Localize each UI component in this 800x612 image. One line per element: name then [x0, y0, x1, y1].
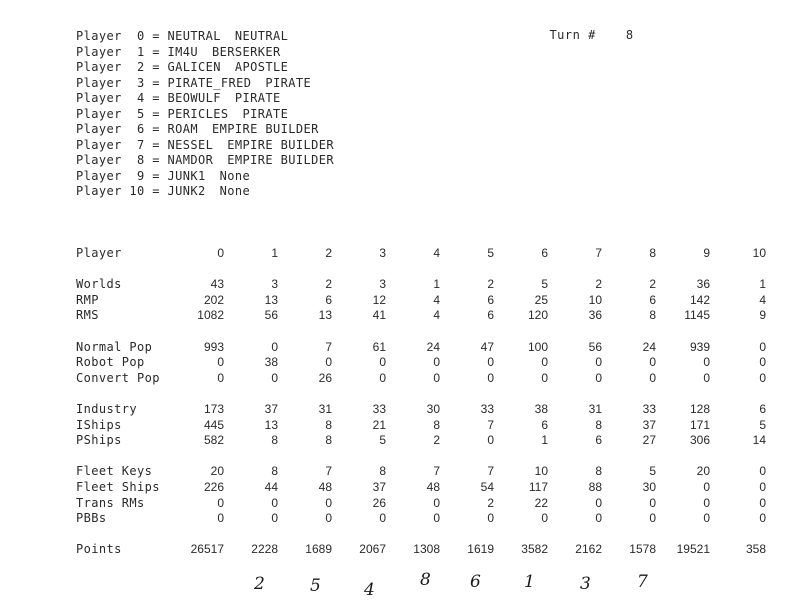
player-role: PIRATE [242, 106, 289, 121]
stat-label: Industry [76, 401, 137, 416]
stat-label: Points [76, 542, 122, 557]
stat-cell: 2 [595, 277, 602, 292]
stat-label: Convert Pop [76, 370, 160, 385]
stat-cell: 4 [433, 308, 440, 323]
stat-cell: 0 [217, 511, 224, 526]
stat-cell: 19521 [676, 542, 710, 557]
stat-cell: 4 [759, 292, 766, 307]
stat-cell: 2 [649, 277, 656, 292]
stat-cell: 0 [487, 433, 494, 448]
stat-cell: 120 [527, 308, 548, 323]
stat-cell: 0 [703, 495, 710, 510]
stat-cell: 0 [433, 511, 440, 526]
stat-cell: 38 [534, 401, 548, 416]
stat-cell: 7 [325, 339, 332, 354]
player-row [76, 122, 334, 138]
stat-cell: 6 [487, 292, 494, 307]
player-role: EMPIRE BUILDER [212, 122, 319, 136]
stat-cell: 0 [759, 355, 766, 370]
stat-cell: 1145 [684, 308, 710, 323]
stat-cell: 1578 [629, 542, 656, 557]
stat-cell: 0 [649, 355, 656, 370]
stat-cell: 0 [487, 355, 494, 370]
player-label: Player 5 = PERICLES [76, 106, 229, 121]
handwritten-rank: 2 [254, 574, 265, 594]
stat-cell: 1689 [305, 542, 332, 557]
stat-cell: 8 [271, 433, 278, 448]
stat-cell: 358 [745, 542, 766, 557]
stat-cell: 1 [433, 277, 440, 292]
player-label: Player 10 = JUNK2 [76, 184, 206, 198]
stat-cell: 3 [379, 246, 386, 260]
stat-cell: 24 [642, 339, 656, 354]
stat-cell: 5 [487, 246, 494, 260]
stat-cell: 0 [325, 511, 332, 526]
stat-cell: 88 [588, 479, 602, 494]
stat-cell: 8 [325, 433, 332, 448]
row-spacer [76, 262, 776, 278]
stat-cell: 24 [426, 339, 440, 354]
stat-cell: 2 [487, 495, 494, 510]
player-role: PIRATE [265, 75, 312, 90]
stat-label: Fleet Ships [76, 479, 160, 494]
stat-cell: 2 [433, 433, 440, 448]
row-spacer [76, 449, 776, 465]
stat-cell: 33 [372, 401, 386, 416]
stat-row [76, 246, 776, 262]
player-row [76, 45, 334, 61]
turn-number: 8 [625, 28, 634, 42]
stat-label: RMS [76, 308, 99, 323]
stat-cell: 2228 [251, 542, 278, 557]
stat-cell: 25 [534, 292, 548, 307]
stat-cell: 1619 [467, 542, 494, 557]
stat-cell: 13 [264, 417, 278, 432]
stat-cell: 37 [264, 401, 278, 416]
player-label: Player 8 = NAMDOR [76, 153, 214, 167]
player-label: Player 3 = PIRATE_FRED [76, 75, 252, 90]
stat-cell: 6 [541, 417, 548, 432]
player-row [76, 76, 334, 92]
stat-cell: 7 [487, 417, 494, 432]
stat-cell: 5 [649, 464, 656, 479]
stat-cell: 48 [318, 479, 332, 494]
row-spacer [76, 386, 776, 402]
stat-cell: 0 [759, 479, 766, 494]
handwritten-rank: 7 [637, 572, 648, 592]
stat-cell: 0 [649, 495, 656, 510]
stat-cell: 117 [528, 479, 548, 494]
stat-cell: 6 [487, 308, 494, 323]
stat-row [76, 277, 776, 293]
stat-label: Trans RMs [76, 495, 145, 510]
stat-cell: 0 [595, 370, 602, 385]
player-role: BERSERKER [212, 44, 281, 59]
stat-label: PBBs [76, 511, 107, 526]
player-role: APOSTLE [234, 60, 289, 74]
handwritten-rank: 4 [364, 580, 375, 600]
handwritten-rank: 8 [420, 570, 431, 590]
stat-cell: 44 [264, 479, 278, 494]
handwritten-rank: 6 [470, 572, 481, 592]
stat-cell: 0 [487, 370, 494, 385]
stat-row [76, 433, 776, 449]
stat-cell: 993 [203, 339, 224, 354]
player-label: Player 4 = BEOWULF [76, 91, 221, 105]
stat-cell: 5 [379, 433, 386, 448]
stat-cell: 14 [752, 433, 766, 448]
stat-cell: 48 [426, 479, 440, 494]
player-list [76, 29, 334, 200]
stat-cell: 1 [541, 433, 548, 448]
player-row [76, 184, 334, 200]
player-role: PIRATE [234, 91, 281, 105]
stat-cell: 6 [759, 401, 766, 416]
stat-cell: 26 [372, 495, 386, 510]
stat-cell: 54 [480, 479, 494, 494]
stat-cell: 2 [487, 277, 494, 292]
stat-cell: 0 [271, 495, 278, 510]
player-label: Player 9 = JUNK1 [76, 168, 206, 183]
stat-row [76, 355, 776, 371]
player-label: Player 2 = GALICEN [76, 60, 221, 74]
stat-cell: 20 [696, 464, 710, 479]
stat-row [76, 293, 776, 309]
stat-cell: 9 [759, 308, 766, 323]
stat-cell: 13 [318, 308, 332, 323]
stat-cell: 26517 [190, 542, 224, 557]
stat-cell: 7 [487, 464, 494, 479]
stat-cell: 226 [203, 479, 224, 494]
stat-cell: 61 [372, 339, 386, 354]
player-row [76, 138, 334, 154]
stat-cell: 0 [487, 511, 494, 526]
stat-cell: 56 [588, 339, 602, 354]
stat-cell: 0 [649, 370, 656, 385]
player-row [76, 153, 334, 169]
stat-cell: 0 [379, 370, 386, 385]
handwritten-rank: 1 [524, 572, 535, 592]
stat-cell: 0 [271, 339, 278, 354]
turn-indicator [534, 14, 634, 42]
stat-cell: 9 [703, 246, 710, 260]
stat-row [76, 511, 776, 527]
stat-cell: 33 [642, 401, 656, 416]
stat-label: Worlds [76, 277, 122, 292]
stat-row [76, 402, 776, 418]
stat-label: RMP [76, 292, 99, 307]
stat-cell: 31 [588, 401, 602, 416]
stat-cell: 173 [203, 401, 224, 416]
stat-cell: 0 [759, 495, 766, 510]
stat-cell: 10 [534, 464, 548, 479]
player-label: Player 6 = ROAM [76, 122, 198, 136]
stat-cell: 1082 [197, 308, 224, 323]
stat-cell: 0 [541, 355, 548, 370]
stat-cell: 0 [271, 511, 278, 526]
stat-cell: 0 [217, 370, 224, 385]
stat-cell: 0 [703, 479, 710, 494]
stat-cell: 0 [595, 511, 602, 526]
player-row [76, 169, 334, 185]
stat-cell: 2162 [575, 542, 602, 557]
player-role: None [219, 168, 251, 183]
stat-cell: 22 [534, 495, 548, 510]
stat-row [76, 480, 776, 496]
stat-cell: 0 [325, 495, 332, 510]
stat-row [76, 496, 776, 512]
player-role: EMPIRE BUILDER [227, 153, 334, 167]
stat-cell: 4 [433, 246, 440, 260]
stat-cell: 2067 [359, 542, 386, 557]
player-role: NEUTRAL [234, 29, 289, 43]
stat-cell: 8 [649, 308, 656, 323]
stat-label: IShips [76, 417, 122, 432]
player-row [76, 107, 334, 123]
stat-cell: 27 [642, 433, 656, 448]
stat-cell: 8 [325, 417, 332, 432]
stat-cell: 6 [649, 292, 656, 307]
stat-cell: 30 [642, 479, 656, 494]
stat-cell: 0 [217, 495, 224, 510]
stat-cell: 4 [433, 292, 440, 307]
stat-cell: 0 [541, 370, 548, 385]
stat-cell: 8 [595, 464, 602, 479]
stat-cell: 31 [318, 401, 332, 416]
stat-cell: 1 [759, 277, 766, 292]
stat-cell: 8 [433, 417, 440, 432]
turn-label: Turn # [549, 28, 596, 42]
stat-cell: 6 [595, 433, 602, 448]
stat-cell: 33 [480, 401, 494, 416]
player-label: Player 1 = IM4U [76, 44, 198, 59]
stat-cell: 171 [689, 417, 710, 432]
stat-row [76, 308, 776, 324]
stat-cell: 0 [703, 370, 710, 385]
stat-row [76, 542, 776, 558]
stat-label: Normal Pop [76, 339, 153, 354]
stat-cell: 0 [759, 464, 766, 479]
stat-cell: 6 [541, 246, 548, 260]
stat-label: Fleet Keys [76, 464, 153, 479]
stat-cell: 0 [759, 511, 766, 526]
stat-row [76, 371, 776, 387]
stat-cell: 1 [271, 246, 278, 260]
stat-cell: 56 [264, 308, 278, 323]
stat-cell: 41 [372, 308, 386, 323]
stat-cell: 7 [433, 464, 440, 479]
stat-cell: 0 [217, 355, 224, 370]
stat-cell: 3 [271, 277, 278, 292]
stat-cell: 3582 [521, 542, 548, 557]
stat-cell: 2 [325, 246, 332, 260]
stat-cell: 128 [689, 401, 710, 416]
stat-cell: 0 [759, 339, 766, 354]
stat-cell: 5 [759, 417, 766, 432]
stat-cell: 1308 [413, 542, 440, 557]
stat-cell: 13 [264, 292, 278, 307]
stat-cell: 306 [689, 433, 710, 448]
row-spacer [76, 527, 776, 543]
stat-cell: 20 [210, 464, 224, 479]
stat-row [76, 464, 776, 480]
stat-cell: 3 [379, 277, 386, 292]
stat-cell: 0 [433, 370, 440, 385]
handwritten-rank: 5 [310, 576, 321, 596]
stat-cell: 47 [480, 339, 494, 354]
stat-cell: 5 [541, 277, 548, 292]
stat-cell: 0 [703, 511, 710, 526]
stat-cell: 8 [649, 246, 656, 260]
stat-cell: 0 [595, 495, 602, 510]
stat-cell: 37 [372, 479, 386, 494]
stat-cell: 26 [318, 370, 332, 385]
player-label: Player 7 = NESSEL [76, 137, 214, 152]
handwritten-rank: 3 [580, 574, 591, 594]
player-row [76, 29, 334, 45]
stat-cell: 30 [426, 401, 440, 416]
stat-cell: 36 [588, 308, 602, 323]
player-row [76, 60, 334, 76]
stat-cell: 445 [203, 417, 224, 432]
stat-cell: 12 [372, 292, 386, 307]
stat-cell: 0 [433, 355, 440, 370]
stat-cell: 8 [379, 464, 386, 479]
player-row [76, 91, 334, 107]
stat-cell: 939 [689, 339, 710, 354]
stat-cell: 0 [703, 355, 710, 370]
stat-cell: 36 [696, 277, 710, 292]
stat-cell: 8 [595, 417, 602, 432]
stat-cell: 0 [649, 511, 656, 526]
stat-cell: 0 [379, 355, 386, 370]
stat-cell: 142 [689, 292, 710, 307]
stat-cell: 100 [527, 339, 548, 354]
stat-cell: 7 [595, 246, 602, 260]
stat-cell: 6 [325, 292, 332, 307]
stat-cell: 0 [759, 370, 766, 385]
row-spacer [76, 324, 776, 340]
player-label: Player 0 = NEUTRAL [76, 29, 221, 43]
stat-cell: 0 [541, 511, 548, 526]
stat-cell: 10 [588, 292, 602, 307]
player-role: None [219, 184, 251, 198]
stats-table [76, 246, 776, 558]
stat-cell: 37 [642, 417, 656, 432]
stat-cell: 38 [264, 355, 278, 370]
stat-label: Player [76, 246, 122, 260]
stat-label: Robot Pop [76, 355, 145, 370]
stat-cell: 0 [379, 511, 386, 526]
stat-cell: 0 [433, 495, 440, 510]
stat-cell: 0 [325, 355, 332, 370]
stat-cell: 43 [210, 277, 224, 292]
stat-cell: 582 [203, 433, 224, 448]
stat-cell: 2 [325, 277, 332, 292]
stat-cell: 0 [217, 246, 224, 260]
stat-cell: 10 [752, 246, 766, 260]
stat-row [76, 340, 776, 356]
stat-cell: 8 [271, 464, 278, 479]
stat-cell: 202 [203, 292, 224, 307]
stat-cell: 7 [325, 464, 332, 479]
stat-row [76, 418, 776, 434]
stat-cell: 21 [372, 417, 386, 432]
stat-label: PShips [76, 433, 122, 448]
player-role: EMPIRE BUILDER [227, 137, 334, 152]
stat-cell: 0 [595, 355, 602, 370]
stat-cell: 0 [271, 370, 278, 385]
handwritten-ranks [0, 570, 800, 604]
